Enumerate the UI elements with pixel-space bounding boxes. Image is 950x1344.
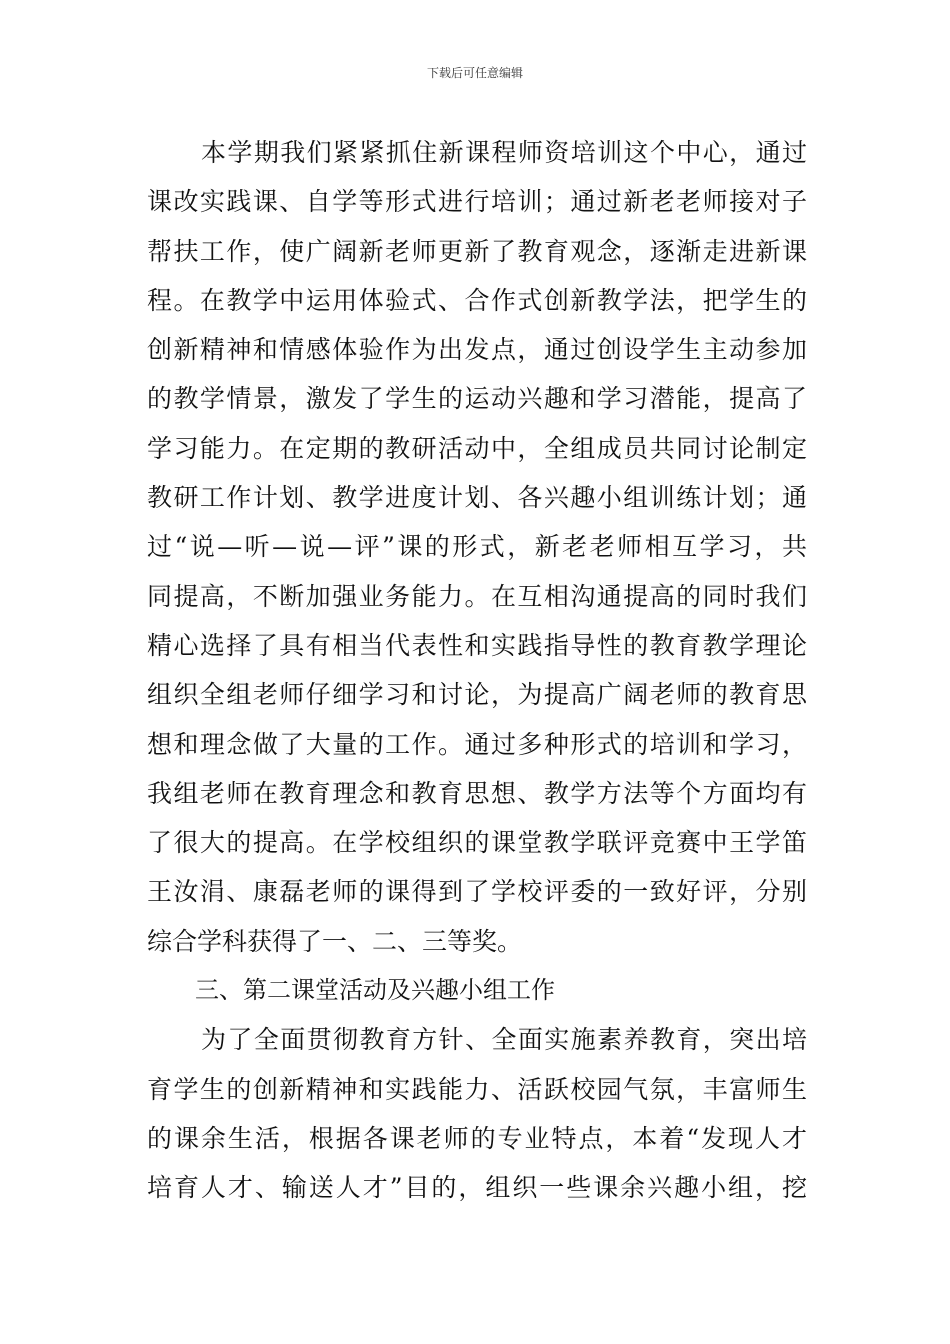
text-line: 王汝涓、康磊老师的课得到了学校评委的一致好评，分别: [147, 877, 807, 907]
text-line: 教研工作计划、教学进度计划、各兴趣小组训练计划；通: [147, 483, 807, 513]
text-line: 过“说—听—说—评”课的形式，新老老师相互学习，共: [147, 532, 807, 562]
text-line: 课改实践课、自学等形式进行培训；通过新老老师接对子: [147, 187, 807, 217]
text-line: 帮扶工作，使广阔新老师更新了教育观念，逐渐走进新课: [147, 236, 807, 266]
paragraph-activities: [147, 1015, 807, 1212]
text-line: 组织全组老师仔细学习和讨论，为提高广阔老师的教育思: [147, 680, 807, 710]
text-line: 为了全面贯彻教育方针、全面实施素养教育，突出培: [201, 1025, 807, 1055]
document-body: [147, 128, 807, 1213]
paragraph-training: [147, 128, 807, 966]
text-line: 同提高，不断加强业务能力。在互相沟通提高的同时我们: [147, 581, 807, 611]
text-line: 培育人才、输送人才”目的，组织一些课余兴趣小组，挖: [147, 1173, 807, 1203]
text-line: 的课余生活，根据各课老师的专业特点，本着“发现人才: [147, 1123, 807, 1153]
text-line: 学习能力。在定期的教研活动中，全组成员共同讨论制定: [147, 433, 807, 463]
text-line: 的教学情景，激发了学生的运动兴趣和学习潜能，提高了: [147, 384, 807, 414]
text-line: 我组老师在教育理念和教育思想、教学方法等个方面均有: [147, 778, 807, 808]
text-line: 育学生的创新精神和实践能力、活跃校园气氛，丰富师生: [147, 1074, 807, 1104]
section-heading: 三、第二课堂活动及兴趣小组工作: [195, 976, 555, 1005]
text-line: 精心选择了具有相当代表性和实践指导性的教育教学理论: [147, 630, 807, 660]
text-line: 创新精神和情感体验作为出发点，通过创设学生主动参加: [147, 335, 807, 365]
text-line: 本学期我们紧紧抓住新课程师资培训这个中心，通过: [201, 138, 807, 167]
text-line: 程。在教学中运用体验式、合作式创新教学法，把学生的: [147, 285, 807, 315]
text-line: 了很大的提高。在学校组织的课堂教学联评竞赛中王学笛: [147, 828, 807, 858]
page-header: 下载后可任意编辑: [426, 66, 523, 80]
text-line: 综合学科获得了一、二、三等奖。: [147, 926, 523, 956]
text-line: 想和理念做了大量的工作。通过多种形式的培训和学习，: [147, 729, 807, 759]
